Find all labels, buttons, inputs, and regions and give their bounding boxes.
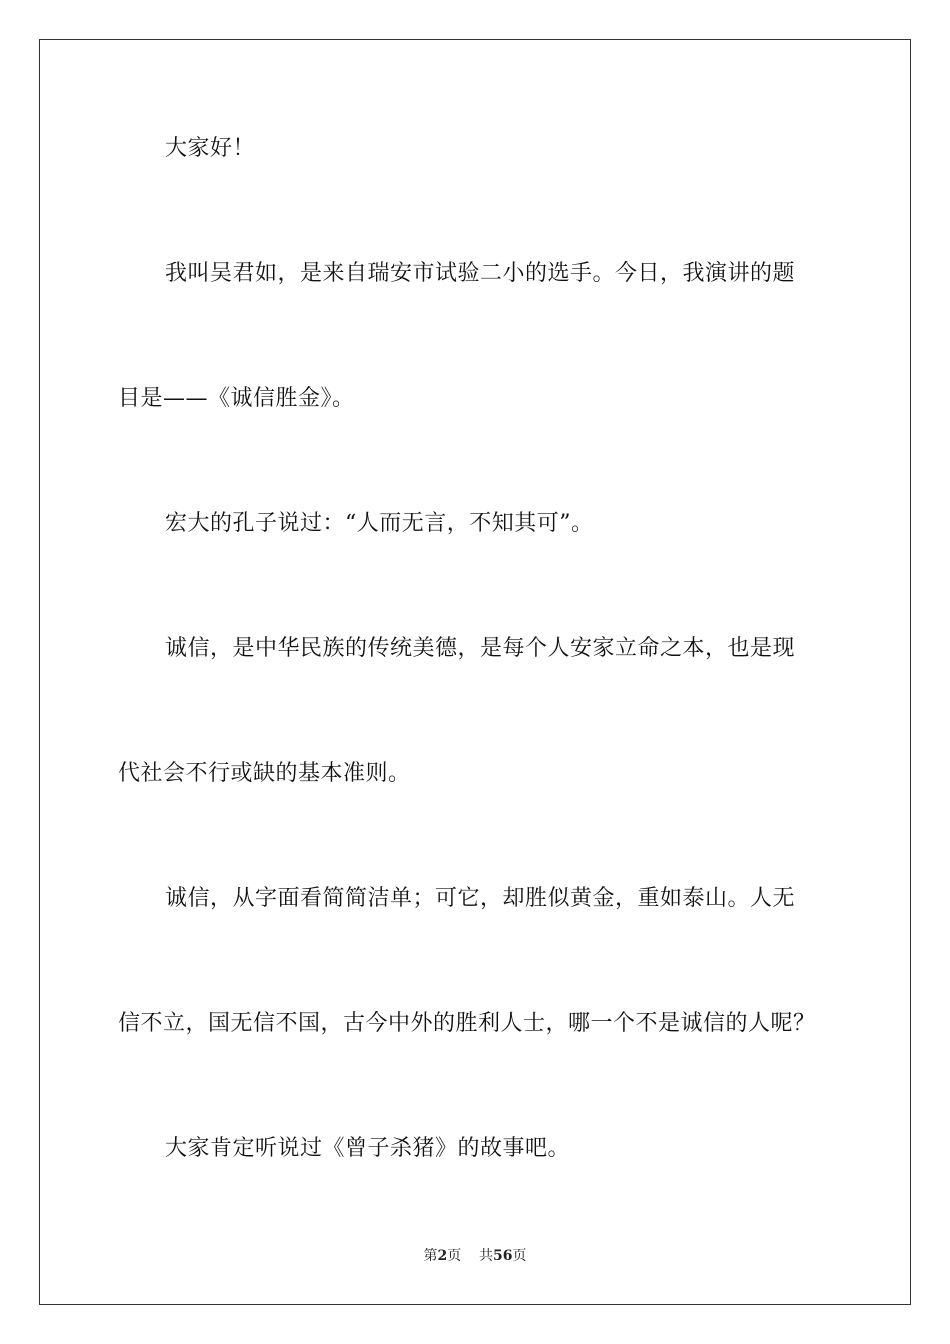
current-page-number: 2 bbox=[437, 1248, 448, 1264]
footer-prefix: 第 bbox=[423, 1248, 438, 1264]
paragraph-line: 诚信，是中华民族的传统美德，是每个人安家立命之本，也是现 bbox=[165, 636, 796, 661]
page-footer bbox=[0, 1246, 950, 1266]
paragraph-line: 信不立，国无信不国，古今中外的胜利人士，哪一个不是诚信的人呢？ bbox=[118, 1011, 816, 1036]
paragraph-line: 宏大的孔子说过：“人而无言，不知其可”。 bbox=[165, 511, 594, 536]
paragraph-line: 我叫吴君如，是来自瑞安市试验二小的选手。今日，我演讲的题 bbox=[165, 261, 796, 286]
total-pages-number: 56 bbox=[493, 1248, 513, 1264]
paragraph-line: 代社会不行或缺的基本准则。 bbox=[118, 761, 411, 786]
paragraph-line: 诚信，从字面看简简洁单；可它，却胜似黄金，重如泰山。人无 bbox=[165, 886, 796, 911]
page-border bbox=[39, 39, 911, 1305]
paragraph-line: 目是——《诚信胜金》。 bbox=[118, 386, 355, 411]
paragraph-line: 大家肯定听说过《曾子杀猪》的故事吧。 bbox=[165, 1136, 571, 1161]
paragraph-line: 大家好！ bbox=[165, 136, 256, 161]
footer-page-suffix: 页 bbox=[447, 1248, 462, 1264]
footer-total-prefix: 共 bbox=[479, 1248, 494, 1264]
footer-total-suffix: 页 bbox=[512, 1248, 527, 1264]
